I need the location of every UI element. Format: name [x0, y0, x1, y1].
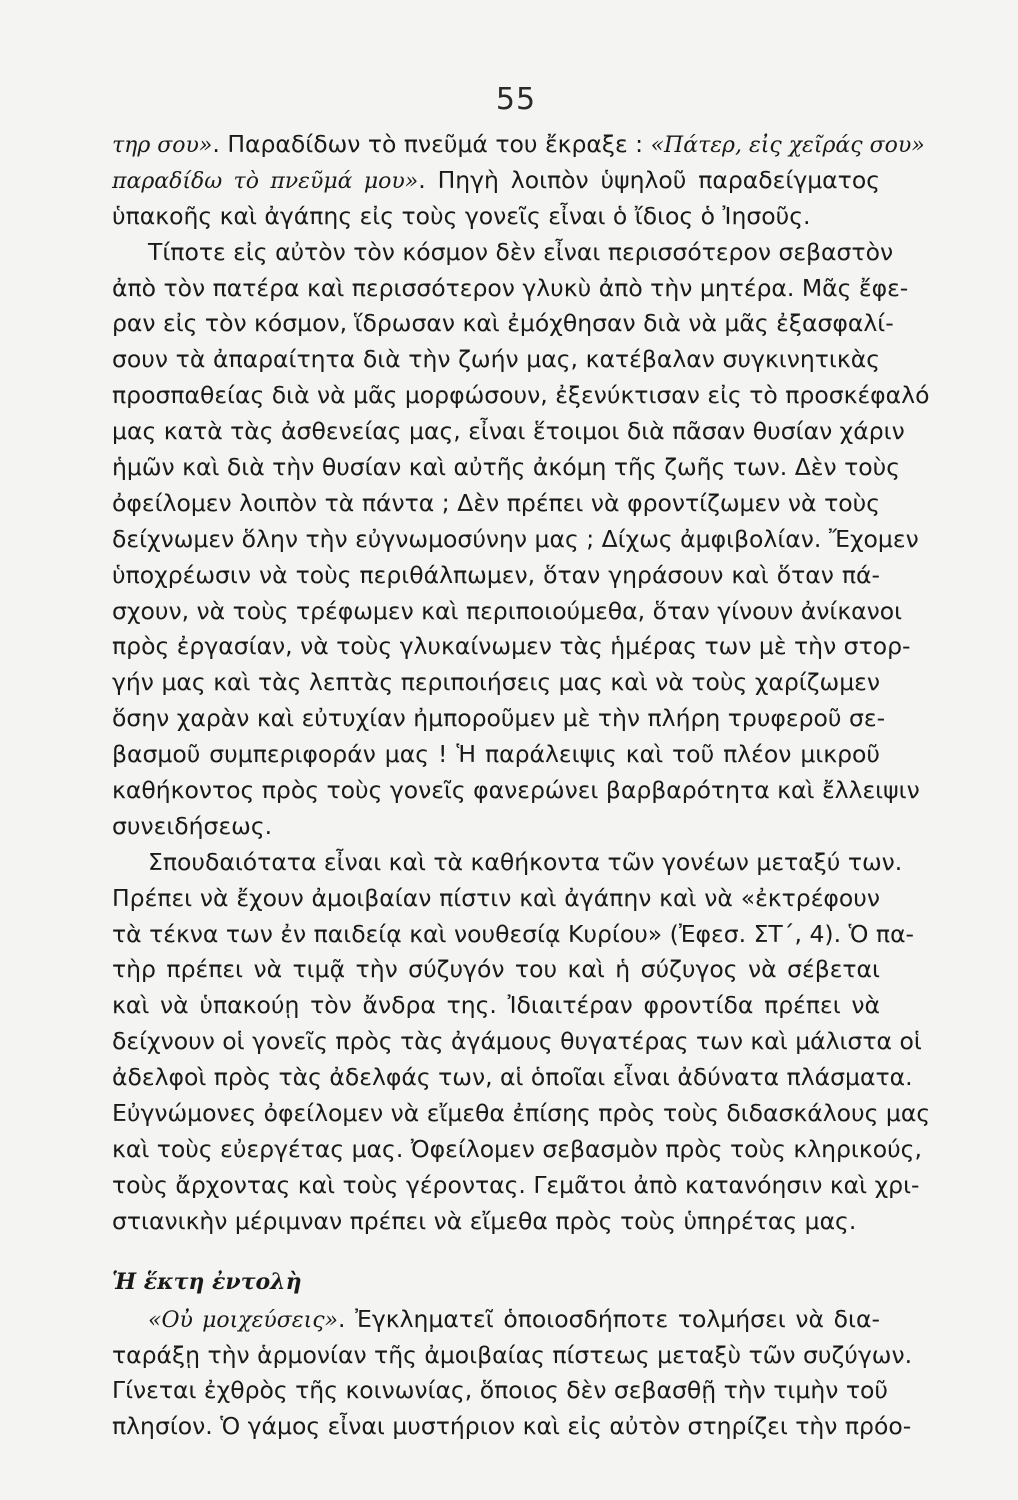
text-line: συνειδήσεως. — [112, 811, 273, 840]
text-line: ἡμῶν καὶ διὰ τὴν θυσίαν καὶ αὐτῆς ἀκόμη τῆς ζωῆς των. Δὲν τοὺς — [112, 453, 901, 482]
text-line: τὰ τέκνα των ἐν παιδείᾳ καὶ νουθεσίᾳ Κυρίου» (Ἐφεσ. ΣΤ΄, 4). Ὁ πα- — [112, 919, 915, 948]
text-line: ραν εἰς τὸν κόσμον, ἵδρωσαν καὶ ἐμόχθησαν διὰ νὰ μᾶς ἐξασφαλί- — [112, 309, 894, 338]
text-line: γήν μας καὶ τὰς λεπτὰς περιποιήσεις μας καὶ νὰ τοὺς χαρίζωμεν — [112, 668, 880, 697]
italic-quote: «Οὐ μοιχεύσεις» — [148, 1307, 338, 1333]
text-span: . Παραδίδων τὸ πνεῦμά του ἔκραξε : — [212, 130, 651, 158]
text-line: Τίποτε εἰς αὐτὸν τὸν κόσμον δὲν εἶναι περισσότερον σεβαστὸν — [148, 237, 894, 266]
section-heading: Ἡ ἕκτη ἐντολὴ — [112, 1268, 302, 1295]
paragraph-1 — [112, 127, 925, 235]
italic-quote: παραδίδω τὸ πνεῦμά μου» — [112, 168, 419, 194]
paragraph-2 — [112, 235, 930, 845]
page-number: 55 — [495, 82, 537, 117]
text-line: πλησίον. Ὁ γάμος εἶναι μυστήριον καὶ εἰς αὐτὸν στηρίζει τὴν πρόο- — [112, 1412, 912, 1441]
text-line: καὶ νὰ ὑπακούῃ τὸν ἄνδρα της. Ἰδιαιτέραν φροντίδα πρέπει νὰ — [112, 991, 880, 1020]
text-line: στιανικὴν μέριμναν πρέπει νὰ εἴμεθα πρὸς τοὺς ὑπηρέτας μας. — [112, 1206, 857, 1235]
text-line: μας κατὰ τὰς ἀσθενείας μας, εἶναι ἕτοιμοι διὰ πᾶσαν θυσίαν χάριν — [112, 417, 905, 446]
italic-quote: τηρ σου» — [112, 133, 213, 158]
paragraph-4 — [112, 1302, 913, 1446]
text-line: σχουν, νὰ τοὺς τρέφωμεν καὶ περιποιούμεθα, ὅταν γίνουν ἀνίκανοι — [112, 596, 903, 625]
text-line: προσπαθείας διὰ νὰ μᾶς μορφώσουν, ἐξενύκτισαν εἰς τὸ προσκέφαλό — [112, 381, 930, 410]
paragraph-3 — [112, 845, 931, 1240]
text-line: ὑποχρέωσιν νὰ τοὺς περιθάλπωμεν, ὅταν γηράσουν καὶ ὅταν πά- — [112, 560, 880, 589]
text-line: καθήκοντος πρὸς τοὺς γονεῖς φανερώνει βαρβαρότητα καὶ ἔλλειψιν — [112, 776, 920, 805]
text-line — [112, 163, 880, 199]
text-line: ὑπακοῆς καὶ ἀγάπης εἰς τοὺς γονεῖς εἶναι ὁ ἴδιος ὁ Ἰησοῦς. — [112, 201, 811, 230]
text-line: ὀφείλομεν λοιπὸν τὰ πάντα ; Δὲν πρέπει νὰ φροντίζωμεν νὰ τοὺς — [112, 488, 880, 517]
italic-quote: «Πάτερ, εἰς χεῖράς σου» — [650, 133, 925, 158]
text-line: Σπουδαιότατα εἶναι καὶ τὰ καθήκοντα τῶν γονέων μεταξύ των. — [148, 847, 903, 876]
text-line: Εὐγνώμονες ὀφείλομεν νὰ εἴμεθα ἐπίσης πρὸς τοὺς διδασκάλους μας — [112, 1099, 931, 1128]
book-page — [112, 82, 931, 1472]
text-line: ἀπὸ τὸν πατέρα καὶ περισσότερον γλυκὺ ἀπὸ τὴν μητέρα. Μᾶς ἔφε- — [112, 273, 909, 302]
text-line: ὅσην χαρὰν καὶ εὐτυχίαν ἠμποροῦμεν μὲ τὴν πλήρη τρυφεροῦ σε- — [112, 704, 886, 733]
text-line: πρὸς ἐργασίαν, νὰ τοὺς γλυκαίνωμεν τὰς ἡμέρας των μὲ τὴν στορ- — [112, 632, 911, 661]
text-line: Γίνεται ἐχθρὸς τῆς κοινωνίας, ὅποιος δὲν σεβασθῇ τὴν τιμὴν τοῦ — [112, 1376, 888, 1405]
text-line: καὶ τοὺς εὐεργέτας μας. Ὀφείλομεν σεβασμὸν πρὸς τοὺς κληρικούς, — [112, 1134, 922, 1163]
text-line: δείχνουν οἱ γονεῖς πρὸς τὰς ἀγάμους θυγατέρας των καὶ μάλιστα οἱ — [112, 1027, 922, 1056]
text-line — [112, 127, 925, 163]
text-line: ταράξῃ τὴν ἁρμονίαν τῆς ἀμοιβαίας πίστεως μεταξὺ τῶν συζύγων. — [112, 1340, 913, 1369]
text-line: ἀδελφοὶ πρὸς τὰς ἀδελφάς των, αἱ ὁποῖαι εἶναι ἀδύνατα πλάσματα. — [112, 1063, 913, 1092]
text-line: βασμοῦ συμπεριφοράν μας ! Ἡ παράλειψις καὶ τοῦ πλέον μικροῦ — [112, 740, 880, 769]
text-span: . Πηγὴ λοιπὸν ὑψηλοῦ παραδείγματος — [418, 165, 880, 194]
text-line: τὴρ πρέπει νὰ τιμᾷ τὴν σύζυγόν του καὶ ἡ σύζυγος νὰ σέβεται — [112, 955, 880, 984]
text-line: τοὺς ἄρχοντας καὶ τοὺς γέροντας. Γεμᾶτοι ἀπὸ κατανόησιν καὶ χρι- — [112, 1170, 920, 1199]
section-gap — [112, 1240, 880, 1262]
text-line — [112, 1302, 880, 1338]
text-span: . Ἐγκληματεῖ ὁποιοσδήποτε τολμήσει νὰ δια- — [338, 1304, 880, 1333]
text-line: Πρέπει νὰ ἔχουν ἀμοιβαίαν πίστιν καὶ ἀγάπην καὶ νὰ «ἐκτρέφουν — [112, 883, 880, 912]
text-line: σουν τὰ ἀπαραίτητα διὰ τὴν ζωήν μας, κατέβαλαν συγκινητικὰς — [112, 345, 880, 374]
text-line: δείχνωμεν ὅλην τὴν εὐγνωμοσύνην μας ; Δίχως ἀμφιβολίαν. Ἔχομεν — [112, 524, 919, 553]
